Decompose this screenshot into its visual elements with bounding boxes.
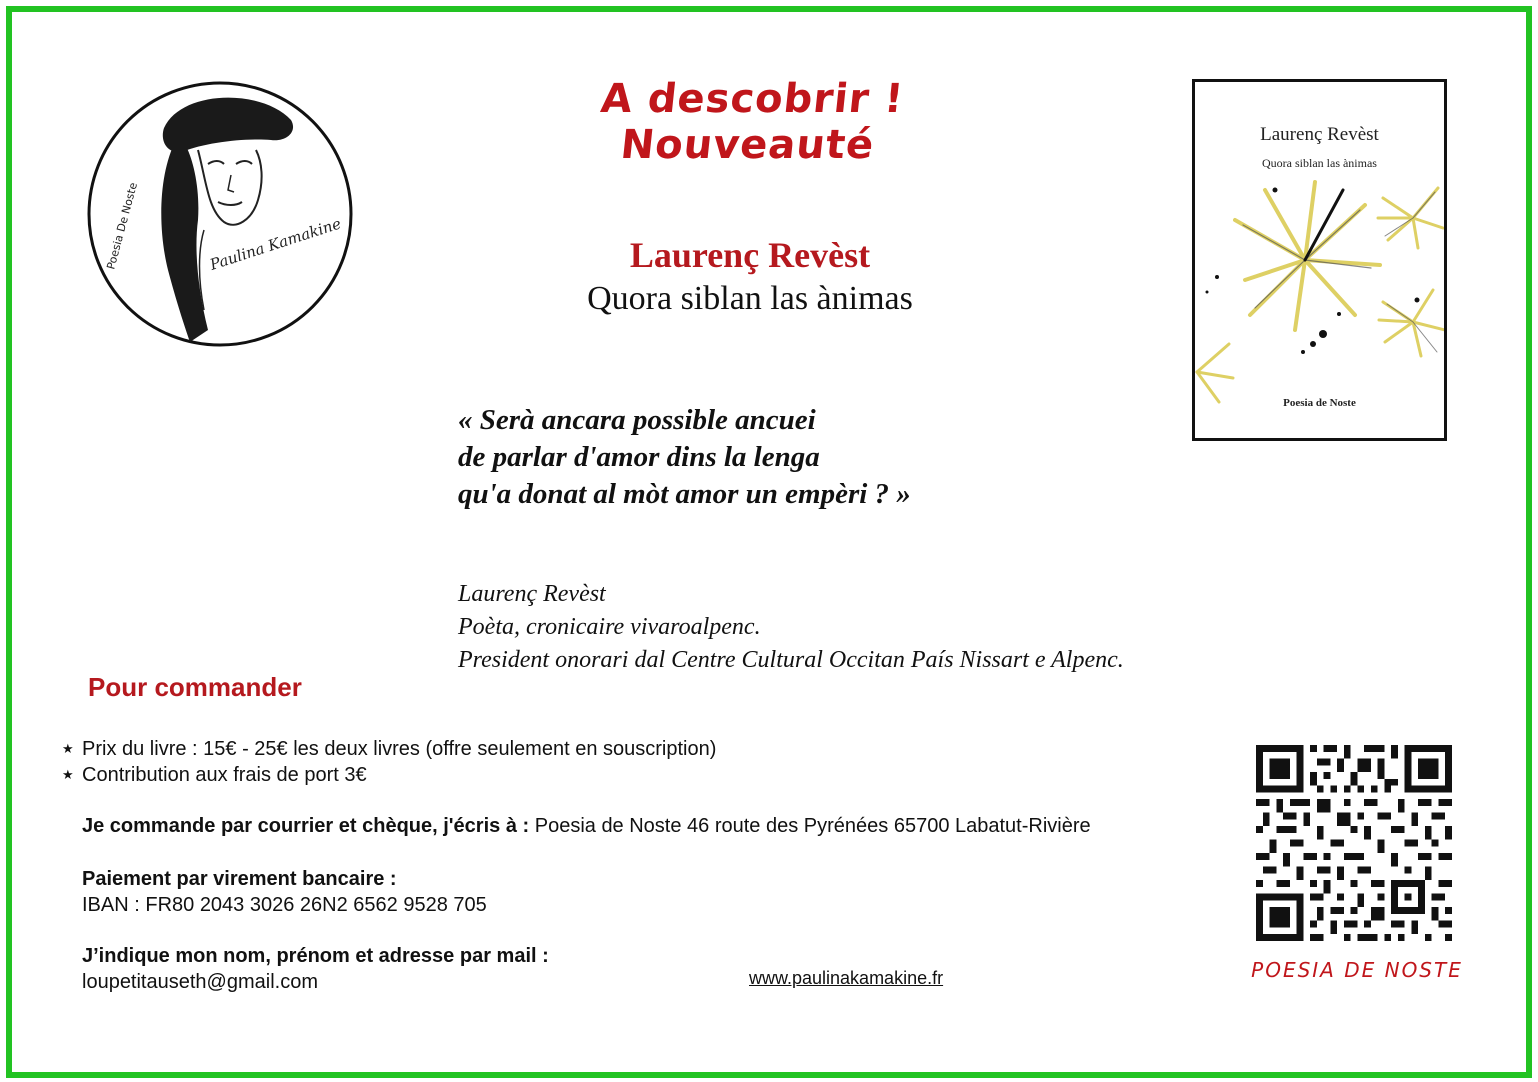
- qr-brand-label: POESIA DE NOSTE: [1251, 958, 1463, 982]
- iban: IBAN : FR80 2043 3026 26N2 6562 9528 705: [82, 894, 487, 916]
- list-item: [62, 736, 716, 762]
- order-heading: Pour commander: [88, 672, 302, 702]
- signature-title: President onorari dal Centre Cultural Occitan País Nissart e Alpenc.: [458, 647, 1124, 673]
- cover-author: Laurenç Revèst: [1260, 124, 1379, 145]
- email-label: [82, 945, 549, 968]
- quote-line: « Serà ancara possible ancuei: [458, 404, 816, 436]
- book-author: Laurenç Revèst: [629, 235, 871, 275]
- quote-line: de parlar d'amor dins la lenga: [458, 441, 820, 473]
- quote: [458, 402, 911, 513]
- signature-role: Poèta, cronicaire vivaroalpenc.: [458, 614, 761, 640]
- logo-arc-text: Poesia De Noste: [104, 181, 141, 271]
- star-icon: ★: [62, 741, 74, 756]
- author-signature-block: [458, 578, 1124, 677]
- bank-label-text: Paiement par virement bancaire :: [82, 868, 397, 890]
- website-link[interactable]: www.paulinakamakine.fr: [749, 968, 944, 988]
- mail-order-line: [82, 815, 1091, 838]
- mail-order-label: Je commande par courrier et chèque, j'écris à :: [82, 815, 530, 837]
- bank-label: [82, 868, 397, 891]
- order-bullets: [62, 736, 716, 788]
- email-label-text: J’indique mon nom, prénom et adresse par mail :: [82, 945, 549, 967]
- star-icon: ★: [62, 767, 74, 782]
- mail-order-address: Poesia de Noste 46 route des Pyrénées 65700 Labatut-Rivière: [529, 815, 1091, 837]
- author-portrait-logo: [86, 80, 354, 348]
- shipping-text: Contribution aux frais de port 3€: [82, 764, 367, 786]
- cover-publisher: Poesia de Noste: [1283, 397, 1356, 409]
- qr-code[interactable]: [1256, 745, 1452, 941]
- email-address[interactable]: loupetitauseth@gmail.com: [82, 971, 318, 993]
- quote-line: qu'a donat al mòt amor un empèri ? »: [458, 478, 911, 510]
- cover-title: Quora siblan las ànimas: [1262, 156, 1377, 170]
- signature-name: Laurenç Revèst: [458, 581, 606, 607]
- price-text: Prix du livre : 15€ - 25€ les deux livres (offre seulement en souscription): [82, 738, 717, 760]
- headline: A descobrir ! Nouveauté: [598, 76, 907, 168]
- logo-signature: Paulina Kamakine: [207, 214, 344, 274]
- book-title: Quora siblan las ànimas: [587, 280, 913, 317]
- book-cover-image: [1192, 79, 1447, 441]
- list-item: [62, 762, 716, 788]
